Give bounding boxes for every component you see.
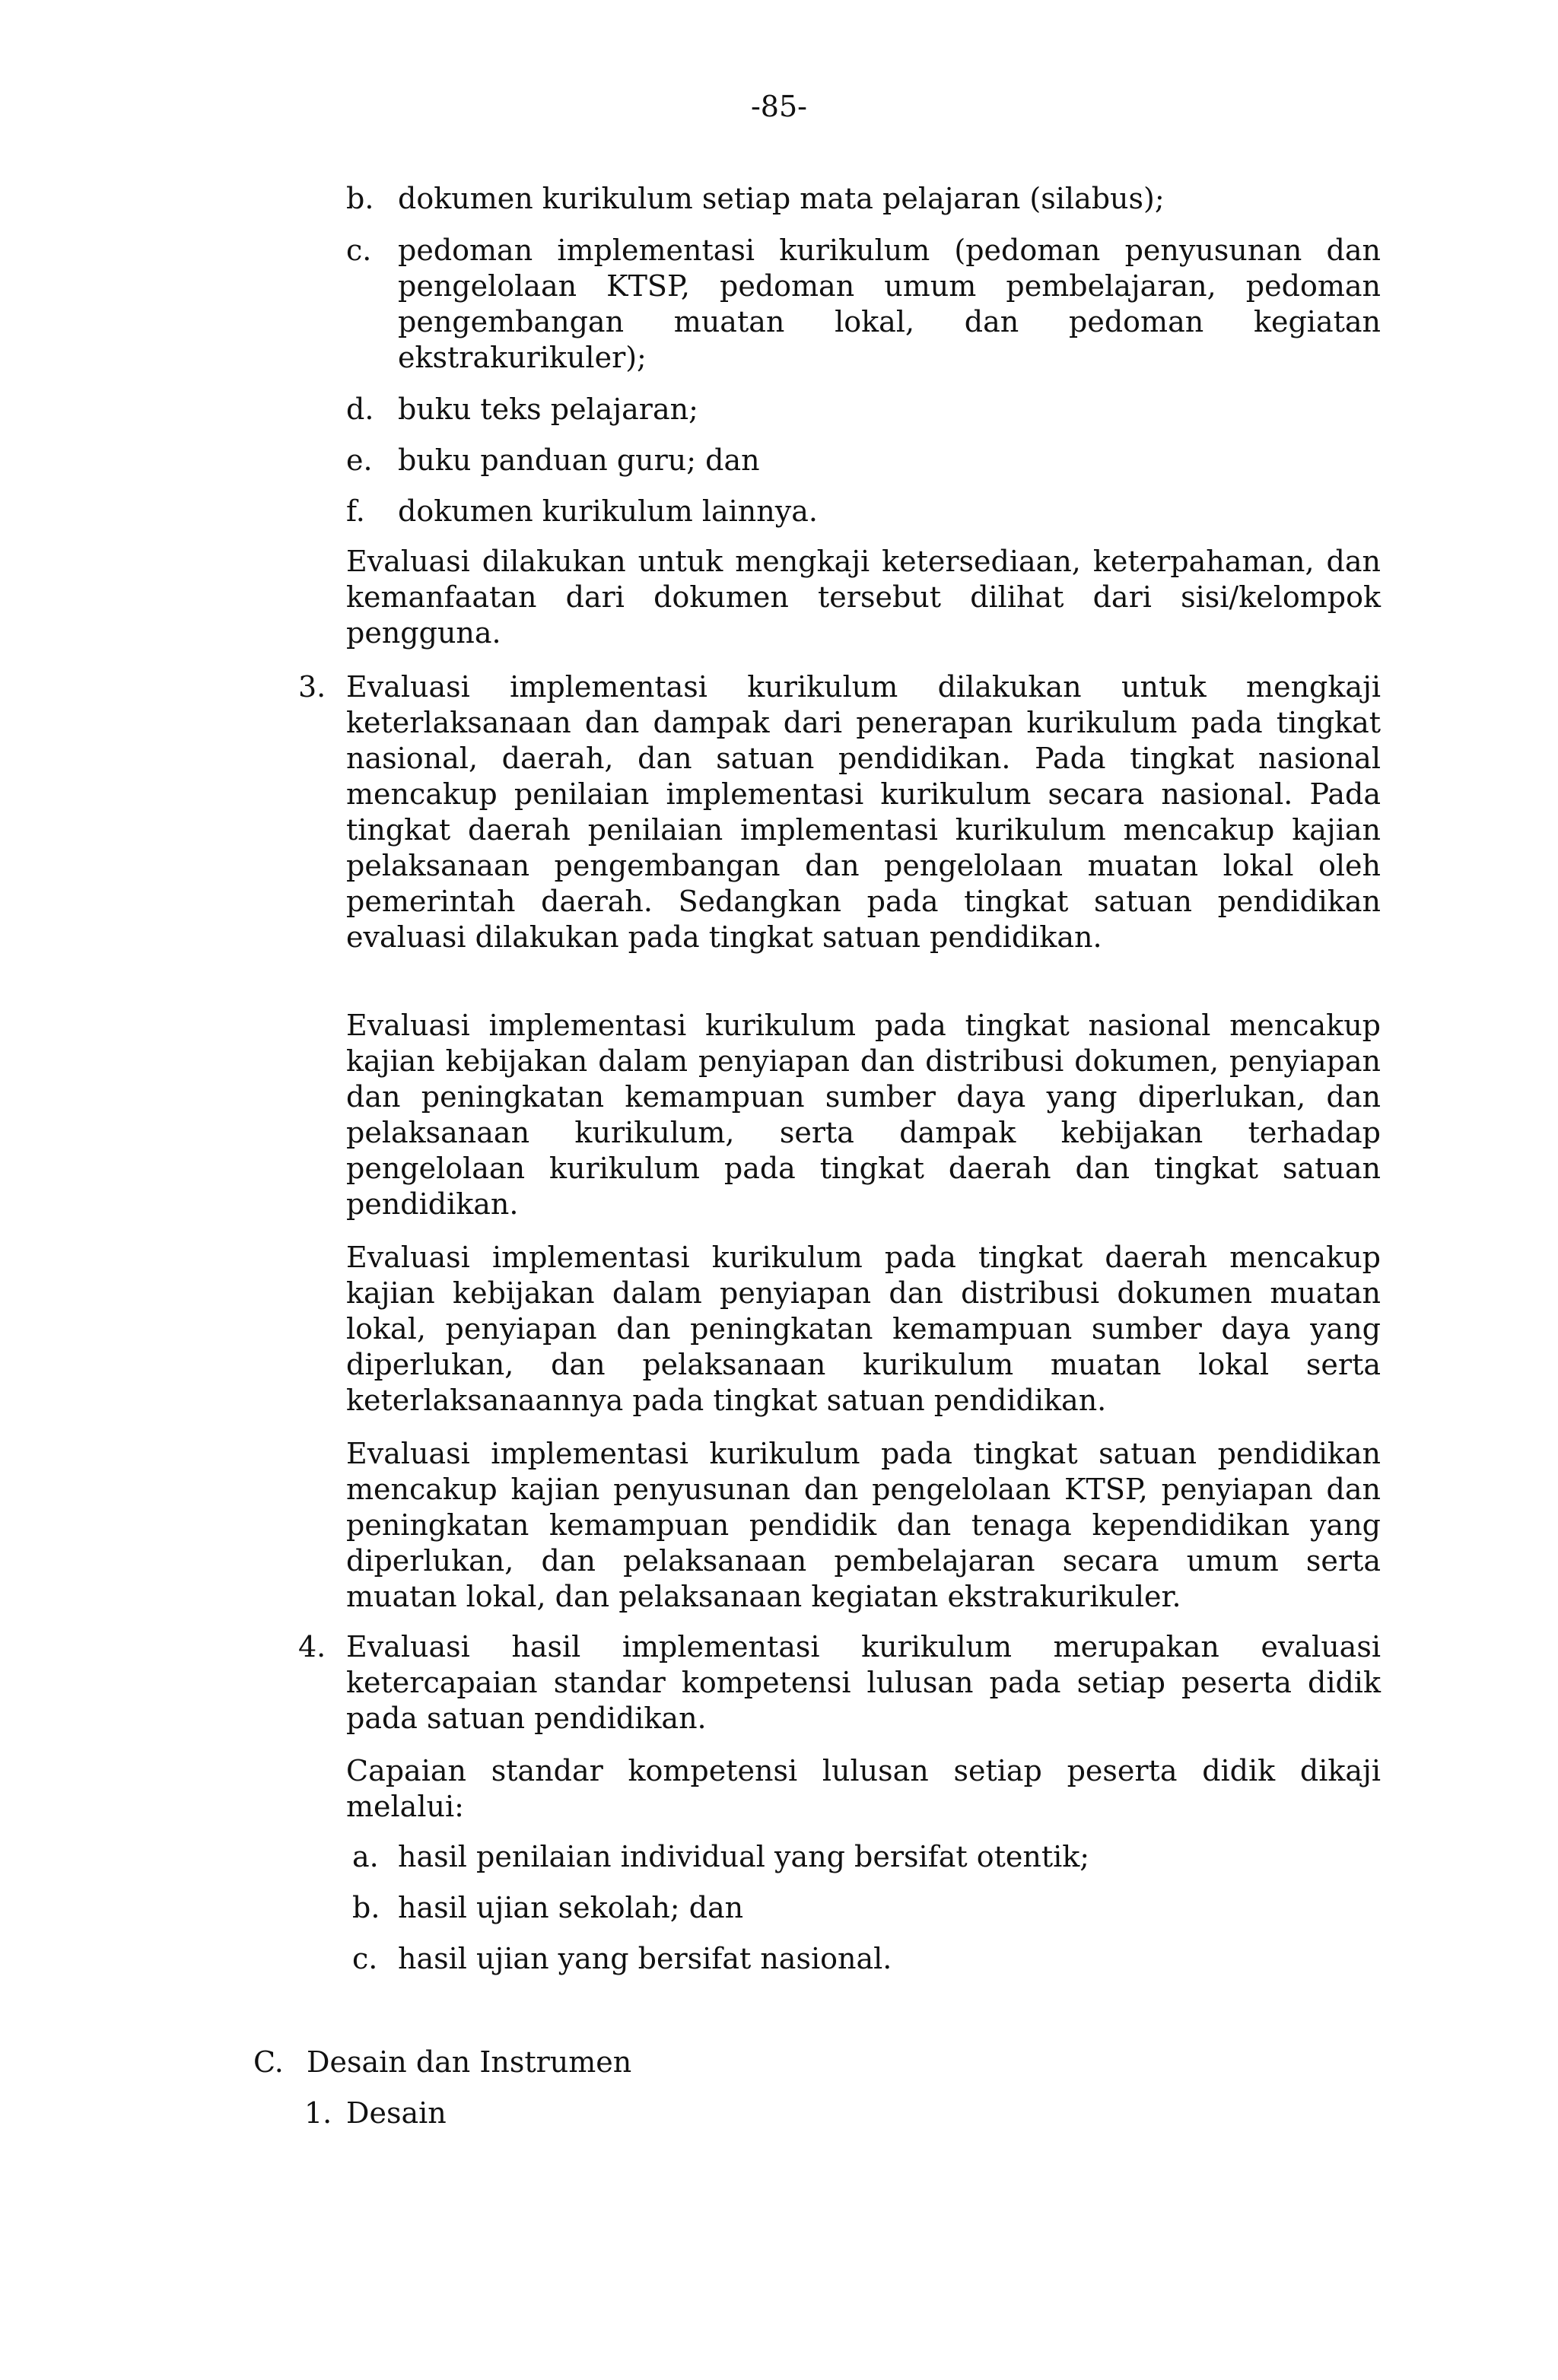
list-text: Evaluasi implementasi kurikulum dilakukan untuk mengkaji keterlaksanaan dan dampak dari penerapan kurikulum pada tingkat nasional, daerah, dan satuan pendidikan. Pada tingkat nasional mencakup penilaian implementasi kurikulum secara nasional. Pada tingkat daerah penilaian implementasi kurikulum mencakup kajian pelaksanaan pengembangan dan pengelolaan muatan lokal oleh pemerintah daerah. Sedangkan pada tingkat satuan pendidikan evaluasi dilakukan pada tingkat satuan pendidikan.	[346, 670, 1381, 954]
list-text: Evaluasi hasil implementasi kurikulum merupakan evaluasi ketercapaian standar kompetensi lulusan pada setiap peserta didik pada satuan pendidikan.	[346, 1630, 1381, 1735]
list-item-c	[346, 233, 1381, 377]
list-text: hasil penilaian individual yang bersifat otentik;	[398, 1840, 1090, 1873]
list-marker: c.	[352, 1942, 378, 1975]
list-text: dokumen kurikulum lainnya.	[398, 494, 818, 528]
list-marker: d.	[346, 392, 374, 426]
list-marker: 4.	[298, 1630, 326, 1663]
paragraph-evaluasi-dokumen: Evaluasi dilakukan untuk mengkaji ketersediaan, keterpahaman, dan kemanfaatan dari dokumen tersebut dilihat dari sisi/kelompok pengguna.	[346, 545, 1381, 650]
list-marker: a.	[352, 1840, 379, 1873]
list-text: dokumen kurikulum setiap mata pelajaran (silabus);	[398, 182, 1165, 215]
section-title: Desain dan Instrumen	[307, 2045, 632, 2079]
list-text: buku panduan guru; dan	[398, 443, 760, 477]
list-text: Desain	[346, 2096, 447, 2130]
list-text: pedoman implementasi kurikulum (pedoman penyusunan dan pengelolaan KTSP, pedoman umum pembelajaran, pedoman pengembangan muatan lokal, dan pedoman kegiatan ekstrakurikuler);	[398, 234, 1381, 374]
list-marker: 1.	[304, 2096, 332, 2130]
list-marker: c.	[346, 234, 372, 267]
list-text: hasil ujian yang bersifat nasional.	[398, 1942, 892, 1975]
paragraph-nasional: Evaluasi implementasi kurikulum pada tingkat nasional mencakup kajian kebijakan dalam penyiapan dan distribusi dokumen, penyiapan dan peningkatan kemampuan sumber daya yang diperlukan, dan pelaksanaan kurikulum, serta dampak kebijakan terhadap pengelolaan kurikulum pada tingkat daerah dan tingkat satuan pendidikan.	[346, 1009, 1381, 1221]
list-marker: f.	[346, 494, 365, 528]
list-text: hasil ujian sekolah; dan	[398, 1891, 744, 1924]
page-number: -85-	[750, 90, 808, 123]
paragraph-capaian: Capaian standar kompetensi lulusan setiap peserta didik dikaji melalui:	[346, 1754, 1381, 1823]
list-marker: 3.	[298, 670, 326, 704]
list-marker: b.	[346, 182, 374, 215]
paragraph-daerah: Evaluasi implementasi kurikulum pada tingkat daerah mencakup kajian kebijakan dalam penyiapan dan distribusi dokumen muatan lokal, penyiapan dan peningkatan kemampuan sumber daya yang diperlukan, dan pelaksanaan kurikulum muatan lokal serta keterlaksanaannya pada tingkat satuan pendidikan.	[346, 1241, 1381, 1417]
list-text: buku teks pelajaran;	[398, 392, 698, 426]
list-marker: b.	[352, 1891, 380, 1924]
section-marker: C.	[253, 2045, 284, 2079]
list-marker: e.	[346, 443, 373, 477]
paragraph-satuan: Evaluasi implementasi kurikulum pada tingkat satuan pendidikan mencakup kajian penyusunan dan pengelolaan KTSP, penyiapan dan peningkatan kemampuan pendidik dan tenaga kependidikan yang diperlukan, dan pelaksanaan pembelajaran secara umum serta muatan lokal, dan pelaksanaan kegiatan ekstrakurikuler.	[346, 1437, 1381, 1613]
